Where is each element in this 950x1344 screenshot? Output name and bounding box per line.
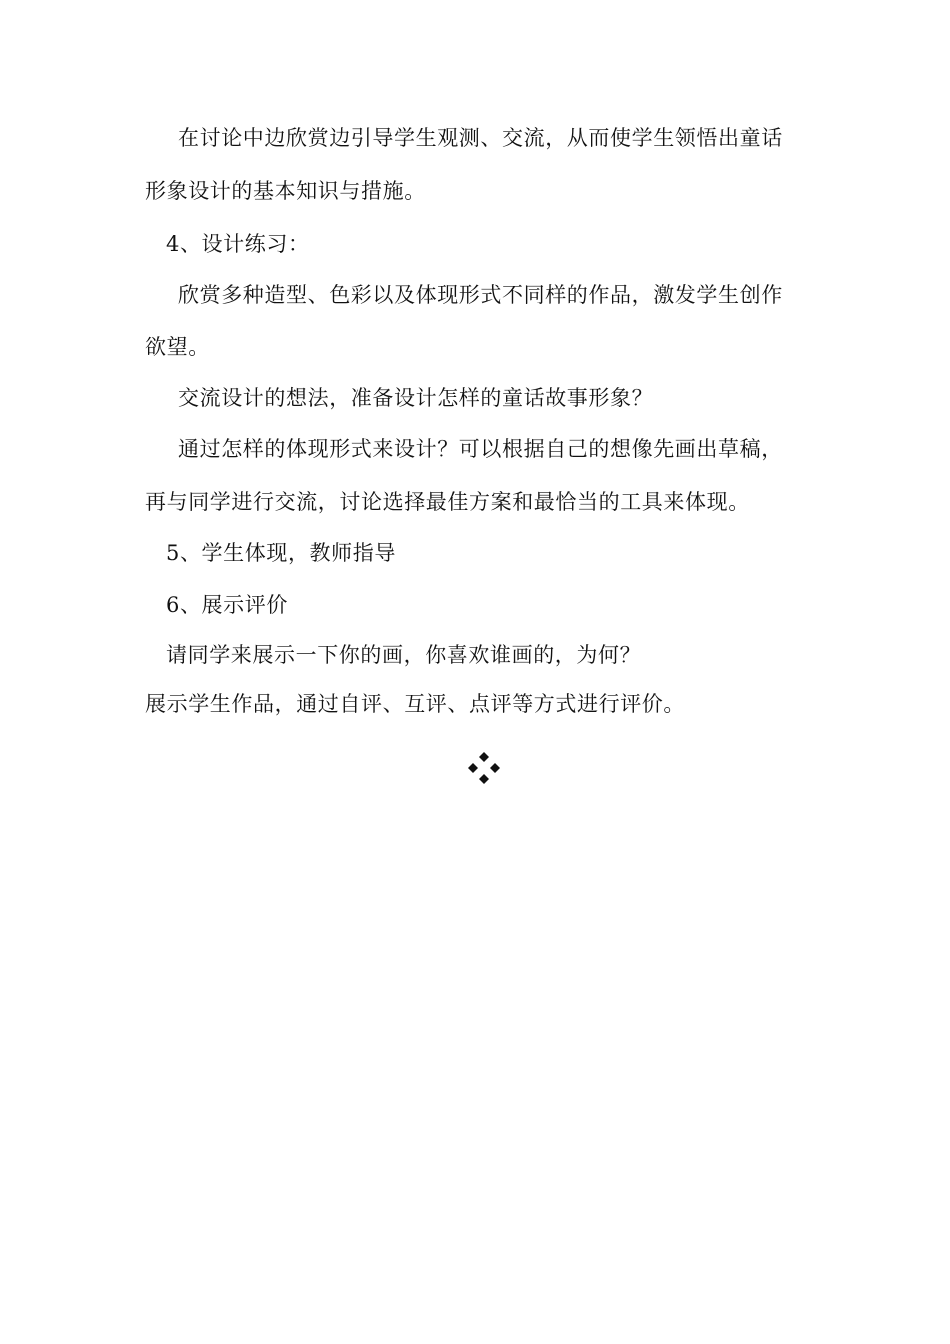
paragraph-line-8: 请同学来展示一下你的画，你喜欢谁画的，为何？ [166, 643, 642, 667]
paragraph-line-9: 展示学生作品，通过自评、互评、点评等方式进行评价。 [145, 692, 685, 716]
paragraph-line-4: 欲望。 [145, 335, 210, 359]
paragraph-line-7: 再与同学进行交流，讨论选择最佳方案和最恰当的工具来体现。 [145, 490, 750, 514]
paragraph-line-5: 交流设计的想法，准备设计怎样的童话故事形象？ [178, 386, 654, 410]
four-diamond-ornament-icon [466, 750, 502, 786]
section-heading-6: 6、展示评价 [166, 593, 288, 617]
paragraph-line-2: 形象设计的基本知识与措施。 [145, 179, 426, 203]
section-heading-4: 4、设计练习： [166, 232, 310, 256]
paragraph-line-6: 通过怎样的体现形式来设计？可以根据自己的想像先画出草稿， [178, 437, 783, 461]
paragraph-line-1: 在讨论中边欣赏边引导学生观测、交流，从而使学生领悟出童话 [178, 126, 783, 150]
section-heading-5: 5、学生体现，教师指导 [166, 541, 396, 565]
paragraph-line-3: 欣赏多种造型、色彩以及体现形式不同样的作品，激发学生创作 [178, 283, 783, 307]
